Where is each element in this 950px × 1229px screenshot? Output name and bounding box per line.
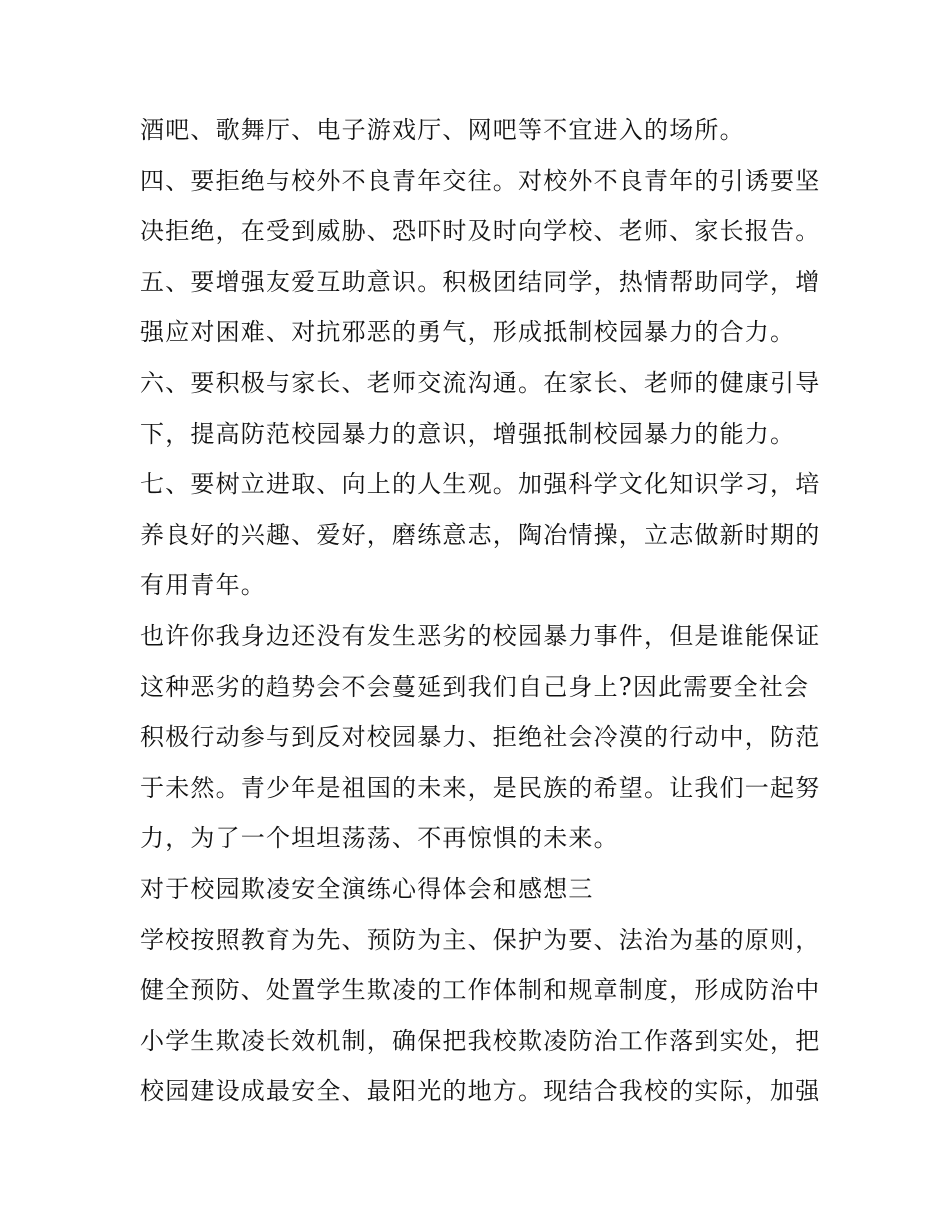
- text-line: 有用青年。: [140, 571, 266, 599]
- text-line: 决拒绝，在受到威胁、恐吓时及时向学校、老师、家长报告。: [140, 217, 821, 245]
- text-line: 这种恶劣的趋势会不会蔓延到我们自己身上?因此需要全社会: [140, 673, 810, 701]
- text-line: 四、要拒绝与校外不良青年交往。对校外不良青年的引诱要坚: [140, 167, 821, 195]
- text-line: 六、要积极与家长、老师交流沟通。在家长、老师的健康引导: [140, 369, 821, 397]
- text-line: 酒吧、歌舞厅、电子游戏厅、网吧等不宜进入的场所。: [140, 116, 745, 144]
- text-line: 积极行动参与到反对校园暴力、拒绝社会冷漠的行动中，防范: [140, 723, 821, 751]
- text-line: 力，为了一个坦坦荡荡、不再惊惧的未来。: [140, 824, 619, 852]
- text-line: 于未然。青少年是祖国的未来，是民族的希望。让我们一起努: [140, 774, 821, 802]
- text-line: 下，提高防范校园暴力的意识，增强抵制校园暴力的能力。: [140, 420, 796, 448]
- text-line: 小学生欺凌长效机制，确保把我校欺凌防治工作落到实处，把: [140, 1027, 821, 1055]
- text-line: 强应对困难、对抗邪恶的勇气，形成抵制校园暴力的合力。: [140, 318, 796, 346]
- section-heading: 对于校园欺凌安全演练心得体会和感想三: [140, 875, 594, 903]
- text-line: 也许你我身边还没有发生恶劣的校园暴力事件，但是谁能保证: [140, 622, 821, 650]
- text-line: 健全预防、处置学生欺凌的工作体制和规章制度，形成防治中: [140, 976, 821, 1004]
- text-line: 五、要增强友爱互助意识。积极团结同学，热情帮助同学，增: [140, 268, 821, 296]
- text-line: 养良好的兴趣、爱好，磨练意志，陶冶情操，立志做新时期的: [140, 521, 821, 549]
- text-line: 七、要树立进取、向上的人生观。加强科学文化知识学习，培: [140, 470, 821, 498]
- text-line: 校园建设成最安全、最阳光的地方。现结合我校的实际，加强: [140, 1077, 821, 1105]
- text-line: 学校按照教育为先、预防为主、保护为要、法治为基的原则，: [140, 926, 821, 954]
